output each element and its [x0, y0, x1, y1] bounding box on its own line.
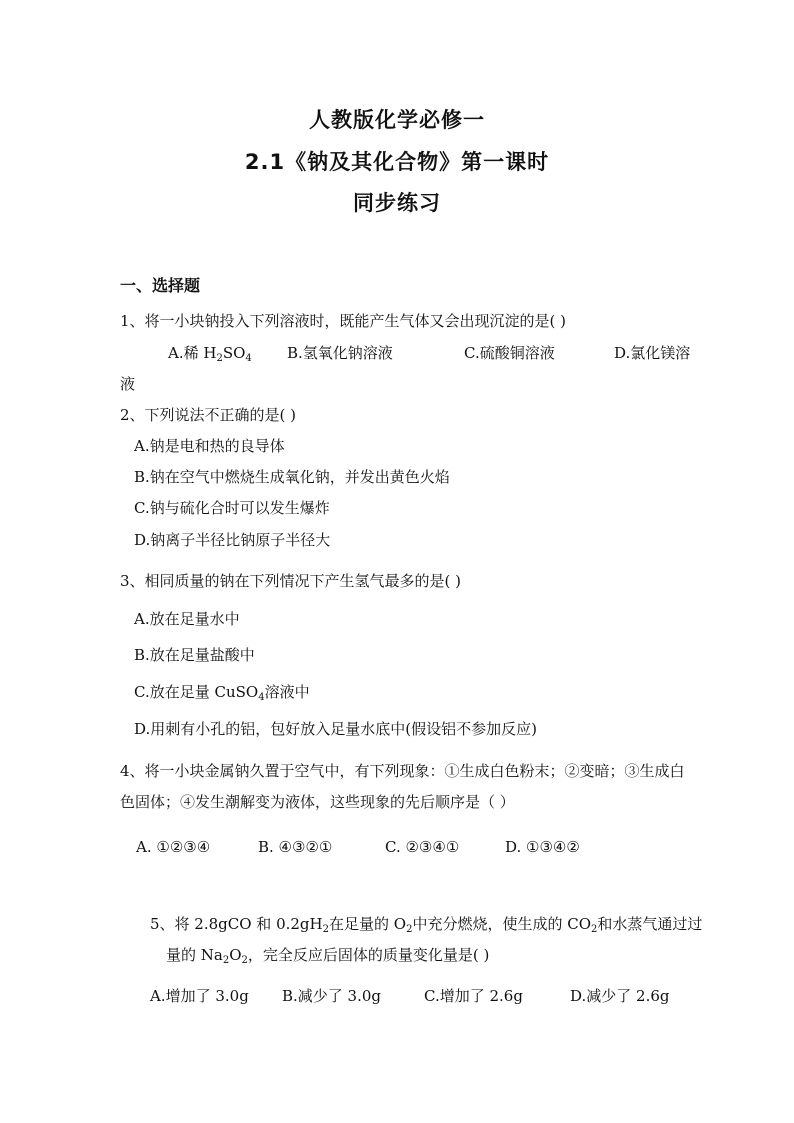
q5-text: 和水蒸气通过过 [597, 915, 703, 933]
q4-option-c: C. ②③④① [385, 838, 460, 856]
q3-option-a: A.放在足量水中 [134, 610, 240, 628]
q5-text: 中充分燃烧，使生成的 CO [412, 915, 591, 933]
subscript: 2 [241, 955, 248, 966]
q5-text: ，完全反应后固体的质量变化量是( ) [247, 946, 490, 964]
q3-option-d: D.用刺有小孔的铝，包好放入足量水底中(假设铝不参加反应) [134, 720, 537, 738]
q1-option-d-wrap: 液 [120, 375, 136, 393]
title-line-2: 2.1《钠及其化合物》第一课时 [244, 150, 550, 174]
q1-option-c: C.硫酸铜溶液 [464, 344, 555, 362]
q1-option-a-text2: SO [222, 344, 246, 362]
q5-stem-line-1 [150, 913, 702, 934]
q5-option-d: D.减少了 2.6g [570, 987, 670, 1005]
q1-option-d: D.氯化镁溶 [614, 344, 691, 362]
q2-stem: 2、下列说法不正确的是( ) [120, 406, 297, 424]
subscript: 4 [258, 692, 265, 703]
subscript: 4 [245, 353, 252, 364]
subscript: 2 [591, 924, 598, 935]
title-line-3: 同步练习 [353, 191, 441, 215]
q3-option-c-text: C.放在足量 CuSO [134, 683, 259, 701]
q4-option-a: A. ①②③④ [136, 838, 211, 856]
q3-option-c-text2: 溶液中 [264, 683, 310, 701]
q3-option-c [134, 681, 310, 702]
q5-option-b: B.减少了 3.0g [282, 987, 382, 1005]
subscript: 2 [216, 353, 223, 364]
subscript: 2 [222, 955, 230, 966]
q2-option-a: A.钠是电和热的良导体 [134, 437, 285, 455]
q4-stem-line-1: 4、将一小块金属钠久置于空气中，有下列现象：①生成白色粉末；②变暗；③生成白 [120, 762, 685, 780]
q1-option-a [168, 342, 252, 363]
subscript: 2 [322, 924, 329, 935]
q3-stem: 3、相同质量的钠在下列情况下产生氢气最多的是( ) [120, 572, 462, 590]
q2-option-c: C.钠与硫化合时可以发生爆炸 [134, 499, 330, 517]
q5-text: 量的 Na [166, 946, 223, 964]
q4-option-b: B. ④③②① [258, 838, 333, 856]
q5-stem-line-2 [166, 944, 489, 965]
q5-option-a: A.增加了 3.0g [150, 987, 249, 1005]
q1-option-a-text: A.稀 H [168, 344, 217, 362]
q5-text: 5、将 2.8gCO 和 0.2gH [150, 915, 323, 933]
section-heading: 一、选择题 [120, 276, 201, 295]
q3-option-b: B.放在足量盐酸中 [134, 646, 255, 664]
q2-option-d: D.钠离子半径比钠原子半径大 [134, 531, 331, 549]
subscript: 2 [406, 924, 413, 935]
q4-stem-line-2: 色固体；④发生潮解变为液体，这些现象的先后顺序是（ ） [120, 793, 515, 811]
q1-option-b: B.氢氧化钠溶液 [287, 344, 393, 362]
q2-option-b: B.钠在空气中燃烧生成氧化钠，并发出黄色火焰 [134, 468, 450, 486]
q5-option-c: C.增加了 2.6g [424, 987, 523, 1005]
q1-stem: 1、将一小块钠投入下列溶液时，既能产生气体又会出现沉淀的是( ) [120, 312, 567, 330]
q5-text: O [229, 946, 242, 964]
q5-text: 在足量的 O [329, 915, 407, 933]
title-line-1: 人教版化学必修一 [309, 108, 485, 132]
q4-option-d: D. ①③④② [505, 838, 580, 856]
